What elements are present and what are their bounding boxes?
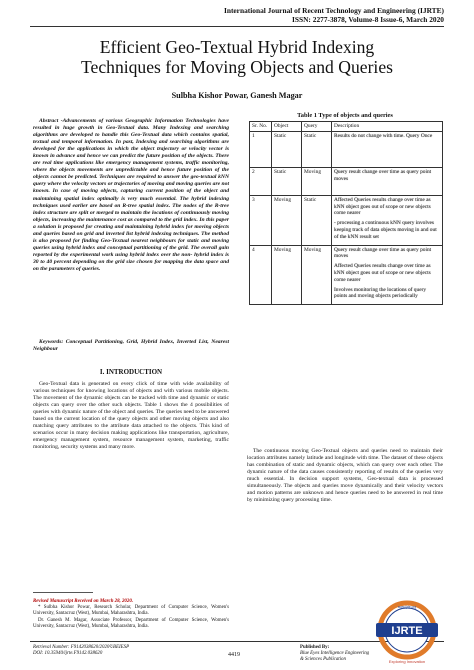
publisher-info	[300, 645, 369, 664]
introduction	[33, 381, 229, 451]
intro-text: Geo-Textual data is generated on every click of time with wide availability of various techniques for knowing locations of objects and with various mobile objects. The movement of the dynamic objects can be tracked with time and dynamic or static objects can query over the other such objects. Table 1 shows the 4 possibilities of queries with dynamic nature of the object and queries. The queries need to be answered based on the current location of the query objects and other moving objects and also matching query attributes to the attribute data attached to the objects. This kind of scenarios occur in many decision making applications like transportation, agriculture, emergency management system, resource management system, marketing, traffic monitoring, security systems and many more.	[33, 381, 229, 451]
table1-title: Table 1 Type of objects and queries	[297, 112, 393, 119]
table-row	[250, 245, 443, 305]
cell-description: Query result change over time as query point moves	[332, 167, 443, 195]
right-paragraph: The continuous moving Geo-Textual objects and queries need to maintain their location attributes namely latitude and longitude with time. The dataset of these objects has combination of static and dynamic objects, which can query over each other. The dynamic nature of the data causes consistently reporting of results of the queries very much essential. In decision support systems, Geo-textual data is processed simultaneously. The objects and queries move dynamically and their velocity vectors and motion patterns are unknown and hence queries need to be answered in real time by minimizing query processing time.	[247, 448, 443, 504]
table-row	[250, 195, 443, 245]
publisher-line-1: Blue Eyes Intelligence Engineering	[300, 651, 370, 657]
cell-description: Affected Queries results change over time as kNN object goes out of scope or new objects come nearer - processing a continuous kNN query involves keeping track of data objects moving in and out of the kNN result set	[332, 195, 443, 245]
right-column-text	[247, 448, 443, 504]
cell-object: Static	[272, 131, 302, 167]
cell-sr: 4	[250, 245, 272, 305]
cell-sr: 3	[250, 195, 272, 245]
cell-sr: 1	[250, 131, 272, 167]
authors: Sulbha Kishor Powar, Ganesh Magar	[171, 91, 303, 100]
section-heading-introduction: I. INTRODUCTION	[99, 368, 163, 376]
header-rule	[30, 26, 444, 27]
header-object: Object	[272, 122, 302, 132]
table1	[249, 121, 443, 305]
retrieval-number: Retrieval Number: F9142038620/2020©BEIESP	[33, 645, 130, 650]
header-query: Query	[302, 122, 332, 132]
cell-sr: 2	[250, 167, 272, 195]
cell-query: Static	[302, 195, 332, 245]
cell-query: Static	[302, 131, 332, 167]
journal-header	[224, 6, 444, 24]
cell-description: Results do not change with time. Query Once	[332, 131, 443, 167]
table-header-row	[250, 122, 443, 132]
title-line-1: Efficient Geo-Textual Hybrid Indexing	[99, 37, 375, 57]
logo-ring-text: www.ijrte.org	[397, 605, 417, 609]
footnote-rule	[33, 592, 93, 593]
publisher-line-2: & Sciences Publication	[300, 657, 346, 663]
journal-issn: ISSN: 2277-3878, Volume-8 Issue-6, March 2020	[292, 15, 444, 24]
published-by-label: Published By:	[300, 645, 330, 650]
table-row	[250, 167, 443, 195]
abstract-text: Abstract -Advancements of various Geographic Information Technologies have resulted in huge growth in Geo-Textual data. Many Indexing and searching algorithms are developed to handle this Geo-Textual data which contains spatial, textual and temporal information. In past, Indexing and searching algorithms are developed for the applications in which the object trajectory or velocity vector is known in advance and hence we can predict the future position of the objects. There are real time applications like emergency management systems, traffic monitoring, where the objects movements are unpredictable and hence future position of the objects cannot be predicted. Techniques are required to answer the geo-textual kNN query where the velocity vectors or trajectories of moving and moving queries are not known. In case of moving objects, capturing current position of the object and maintaining spatial index optimally is very much essential. The hybrid indexing techniques used earlier are based on R-tree spatial index. The nodes of the R-tree index structure are split or merged to maintain the locations of continuously moving objects, increasing the maintenance cost as compared to the grid index. In this paper a solution is proposed for creating and maintaining hybrid index for moving objects and queries based on grid and inverted list hybrid indexing techniques. The method is also proposed for finding Geo-Textual nearest neighbours for static and moving queries using hybrid index and conceptual partitioning of the grid. The overall gain reported by the experimental work using hybrid index over the non- hybrid index is 30 to 40 percent depending on the grid size chosen for mapping the data space and on the parameters of queries.	[33, 118, 229, 272]
cell-description: Query result change over time as query point moves Affected Queries results change over time as kNN object goes out of scope or new objects come nearer Involves monitoring the locations of query points and moving objects periodically	[332, 245, 443, 305]
paper-title	[20, 37, 454, 77]
abstract	[33, 118, 229, 273]
cell-object: Moving	[272, 245, 302, 305]
page-number: 4419	[228, 652, 240, 658]
footnotes	[33, 599, 229, 630]
journal-name: International Journal of Recent Technology and Engineering (IJRTE)	[223, 6, 444, 15]
cell-object: Moving	[272, 195, 302, 245]
author2-affiliation: Dr. Ganesh M. Magar, Associate Professor, Department of Computer Science, Women's University, Santacruz (West), Mumbai, Maharashtra, India.	[33, 617, 229, 629]
title-line-2: Techniques for Moving Objects and Queries	[81, 57, 393, 77]
ijrte-logo	[370, 600, 444, 666]
cell-object: Static	[272, 167, 302, 195]
retrieval-info	[33, 645, 129, 657]
author1-affiliation: * Sulbha Kishor Powar, Research Scholar, Department of Computer Science, Women's University, Santacruz (West), Mumbai, Maharashtra, India.	[33, 605, 229, 617]
keywords: Keywords: Conceptual Partitioning, Grid, Hybrid Index, Inverted List, Nearest Neighbour	[33, 339, 229, 353]
table-row	[250, 131, 443, 167]
logo-tagline: Exploring Innovation	[388, 659, 426, 664]
revised-note: Revised Manuscript Received on March 28, 2020.	[33, 599, 133, 604]
logo-text: IJRTE	[391, 625, 423, 637]
header-description: Description	[332, 122, 443, 132]
cell-query: Moving	[302, 167, 332, 195]
header-sr: Sr. No.	[250, 122, 272, 132]
doi: DOI: 10.35940/ijrte.F9142.038620	[33, 651, 103, 657]
cell-query: Moving	[302, 245, 332, 305]
